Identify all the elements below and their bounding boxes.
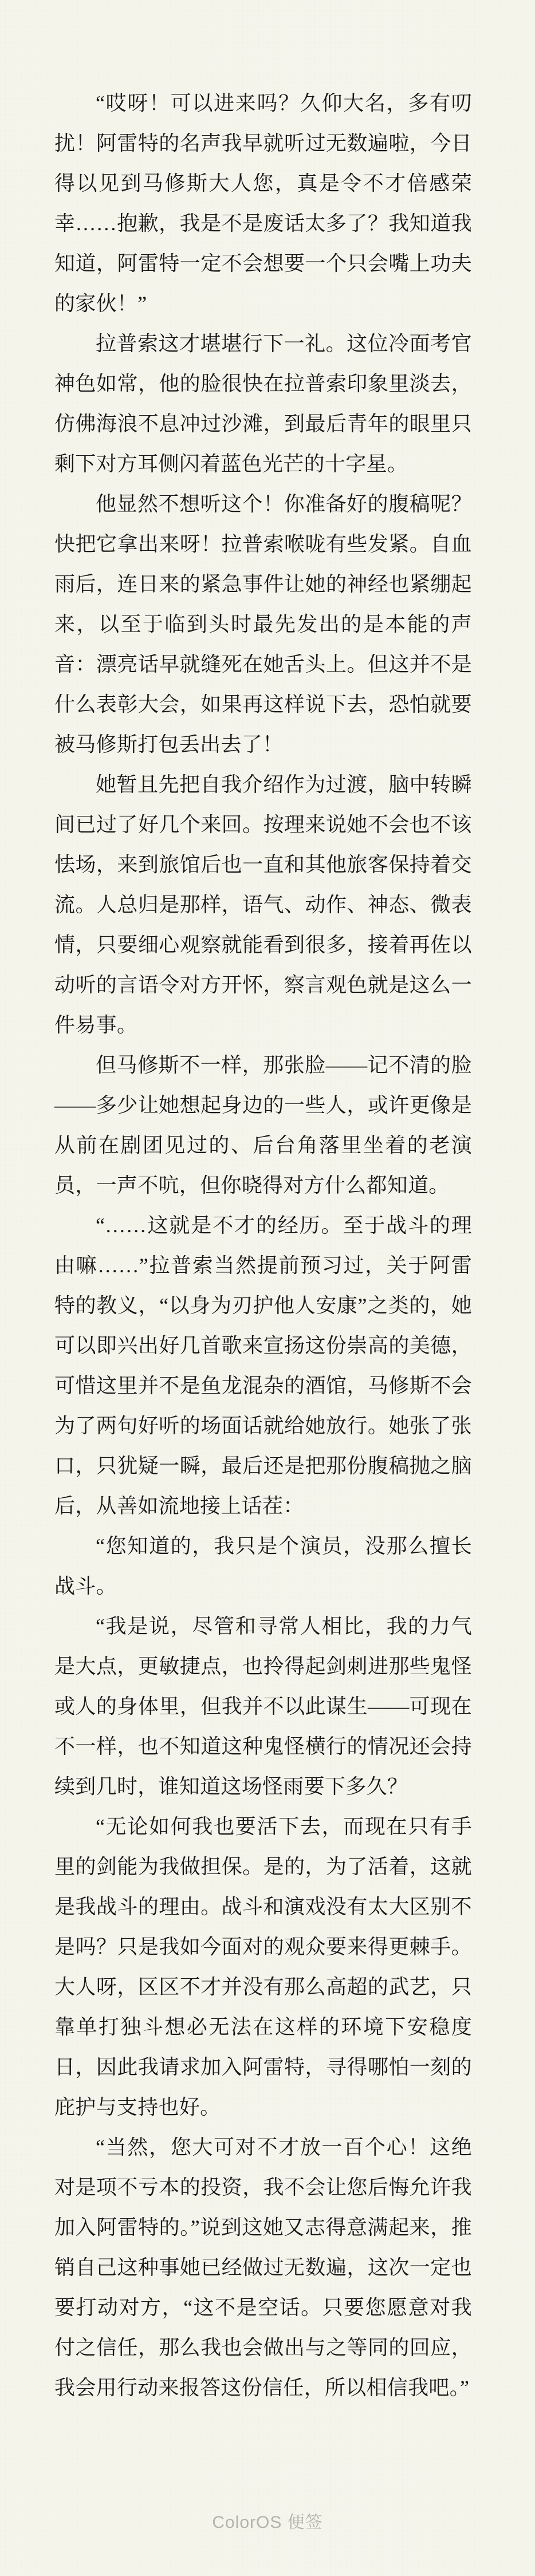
- note-paragraph: “当然，您大可对不才放一百个心！这绝对是项不亏本的投资，我不会让您后悔允许我加入阿雷特的。”说到这她又志得意满起来，推销自己这种事她已经做过无数遍，这次一定也要打动对方，“这不是空话。只要您愿意对我付之信任，那么我也会做出与之等同的回应，我会用行动来报答这份信任，所以相信我吧。”: [54, 2136, 472, 2399]
- note-paragraph: 她暂且先把自我介绍作为过渡，脑中转瞬间已过了好几个来回。按理来说她不会也不该怯场，来到旅馆后也一直和其他旅客保持着交流。人总归是那样，语气、动作、神态、微表情，只要细心观察就能看到很多，接着再佐以动听的言语令对方开怀，察言观色就是这么一件易事。: [54, 773, 472, 1036]
- note-paragraph: “您知道的，我只是个演员，没那么擅长战斗。: [54, 1534, 472, 1597]
- note-paragraph: “哎呀！可以进来吗？久仰大名，多有叨扰！阿雷特的名声我早就听过无数遍啦，今日得以见到马修斯大人您，真是令不才倍感荣幸……抱歉，我是不是废话太多了？我知道我知道，阿雷特一定不会想要一个只会嘴上功夫的家伙！”: [54, 92, 473, 315]
- note-paragraph: 他显然不想听这个！你准备好的腹稿呢？快把它拿出来呀！拉普索喉咙有些发紧。自血雨后，连日来的紧急事件让她的神经也紧绷起来，以至于临到头时最先发出的是本能的声音：漂亮话早就缝死在她舌头上。但这并不是什么表彰大会，如果再这样说下去，恐怕就要被马修斯打包丢出去了！: [54, 492, 472, 756]
- note-paragraph: “我是说，尽管和寻常人相比，我的力气是大点，更敏捷点，也拎得起剑刺进那些鬼怪或人的身体里，但我并不以此谋生——可现在不一样，也不知道这种鬼怪横行的情况还会持续到几时，谁知道这场怪雨要下多久？: [54, 1615, 472, 1798]
- app-watermark-label: ColorOS 便签: [212, 2513, 323, 2532]
- app-watermark: [0, 2508, 535, 2533]
- note-paragraph: “……这就是不才的经历。至于战斗的理由嘛……”拉普索当然提前预习过，关于阿雷特的教义，“以身为刃护他人安康”之类的，她可以即兴出好几首歌来宣扬这份崇高的美德，可惜这里并不是鱼龙混杂的酒馆，马修斯不会为了两句好听的场面话就给她放行。她张了张口，只犹疑一瞬，最后还是把那份腹稿抛之脑后，从善如流地接上话茬：: [54, 1214, 472, 1517]
- note-paragraph: “无论如何我也要活下去，而现在只有手里的剑能为我做担保。是的，为了活着，这就是我战斗的理由。战斗和演戏没有太大区别不是吗？只是我如今面对的观众要来得更棘手。大人呀，区区不才并没有那么高超的武艺，只靠单打独斗想必无法在这样的环境下安稳度日，因此我请求加入阿雷特，寻得哪怕一刻的庇护与支持也好。: [54, 1815, 472, 2119]
- note-paragraph: 拉普索这才堪堪行下一礼。这位冷面考官神色如常，他的脸很快在拉普索印象里淡去，仿佛海浪不息冲过沙滩，到最后青年的眼里只剩下对方耳侧闪着蓝色光芒的十字星。: [54, 332, 472, 475]
- note-content[interactable]: [54, 0, 472, 2408]
- note-paragraph: 但马修斯不一样，那张脸——记不清的脸——多少让她想起身边的一些人，或许更像是从前在剧团见过的、后台角落里坐着的老演员，一声不吭，但你晓得对方什么都知道。: [54, 1054, 472, 1197]
